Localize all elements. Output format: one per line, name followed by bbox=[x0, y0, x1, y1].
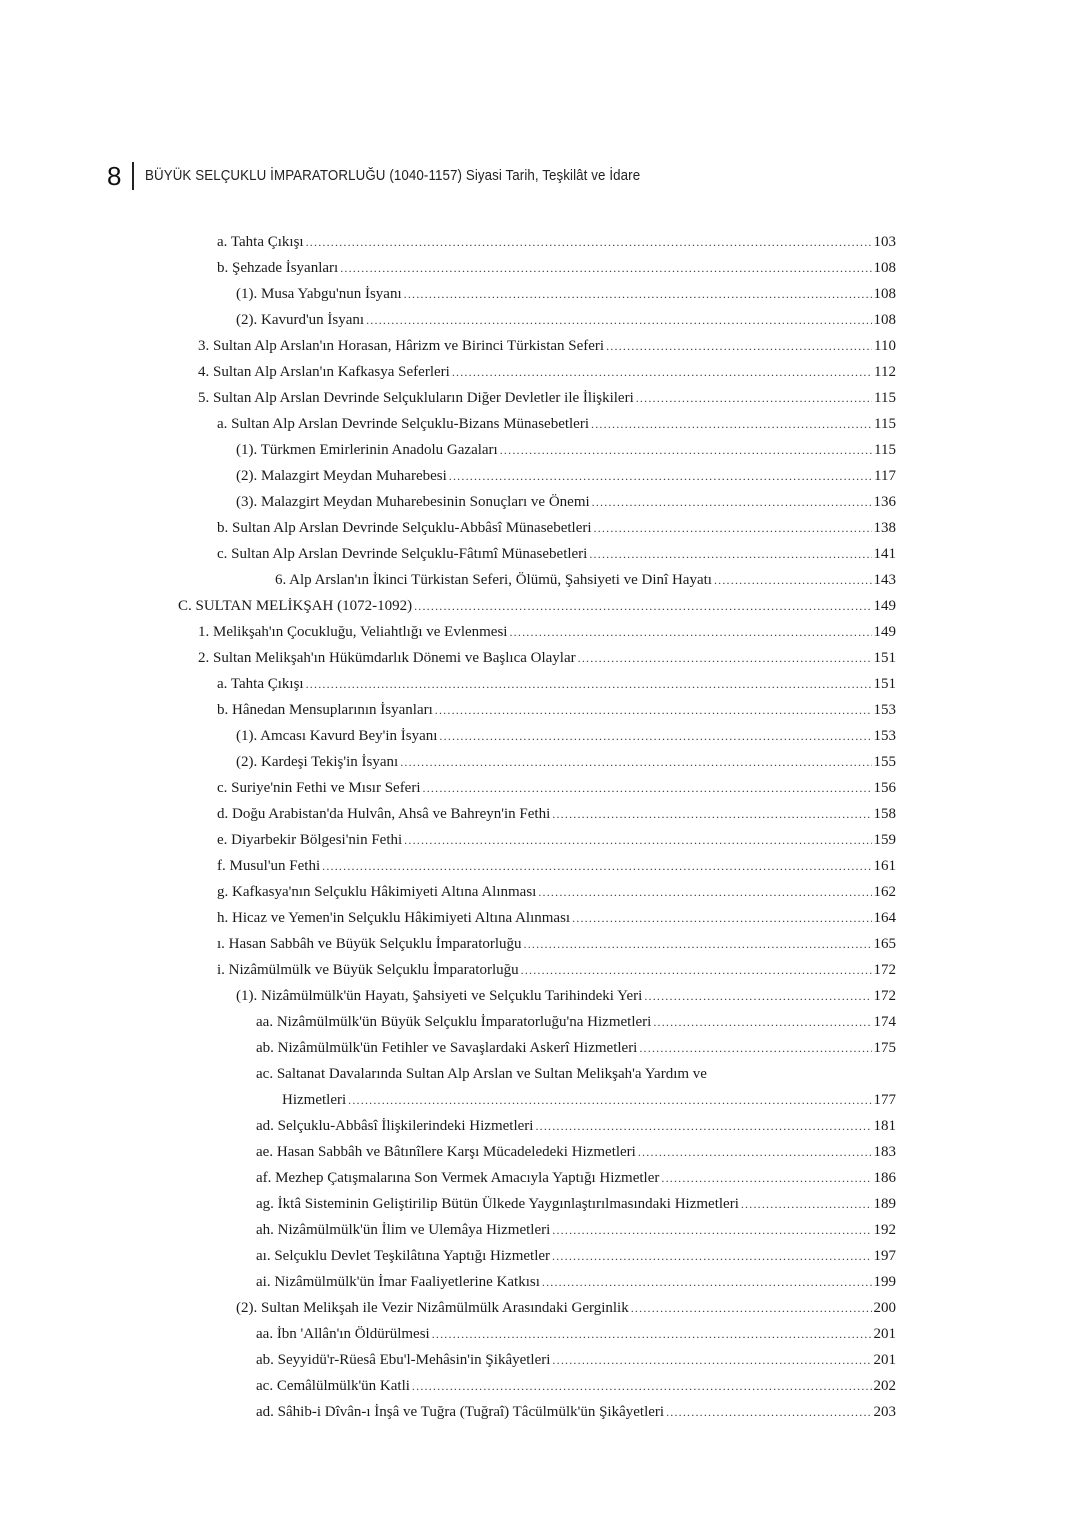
toc-entry-page: 200 bbox=[873, 1300, 896, 1316]
toc-dot-leader bbox=[589, 541, 871, 567]
toc-entry-page: 115 bbox=[874, 390, 896, 406]
toc-entry[interactable] bbox=[256, 1399, 896, 1425]
toc-entry-page: 149 bbox=[873, 598, 896, 614]
toc-entry-label: (2). Malazgirt Meydan Muharebesi bbox=[236, 468, 447, 484]
toc-entry-label: ad. Selçuklu-Abbâsî İlişkilerindeki Hizmetleri bbox=[256, 1118, 534, 1134]
toc-entry-label: ı. Hasan Sabbâh ve Büyük Selçuklu İmparatorluğu bbox=[217, 936, 522, 952]
toc-entry-page: 115 bbox=[874, 416, 896, 432]
toc-entry[interactable] bbox=[217, 775, 896, 801]
toc-dot-leader bbox=[322, 853, 871, 879]
toc-entry-label: b. Sultan Alp Arslan Devrinde Selçuklu-Abbâsî Münasebetleri bbox=[217, 520, 592, 536]
toc-entry-label: d. Doğu Arabistan'da Hulvân, Ahsâ ve Bahreyn'in Fethi bbox=[217, 806, 551, 822]
toc-dot-leader bbox=[552, 1243, 871, 1269]
toc-entry-label: ai. Nizâmülmülk'ün İmar Faaliyetlerine Katkısı bbox=[256, 1274, 540, 1290]
toc-entry[interactable] bbox=[236, 749, 896, 775]
toc-entry[interactable] bbox=[198, 619, 896, 645]
toc-entry-page: 156 bbox=[873, 780, 896, 796]
toc-entry-label: b. Şehzade İsyanları bbox=[217, 260, 339, 276]
toc-entry-page: 108 bbox=[873, 286, 896, 302]
toc-entry-page: 162 bbox=[873, 884, 896, 900]
toc-entry[interactable] bbox=[217, 671, 896, 697]
toc-entry[interactable] bbox=[217, 697, 896, 723]
toc-dot-leader bbox=[404, 827, 871, 853]
toc-entry[interactable] bbox=[236, 281, 896, 307]
toc-entry-label: (2). Kardeşi Tekiş'in İsyanı bbox=[236, 754, 399, 770]
toc-entry[interactable] bbox=[256, 1243, 896, 1269]
toc-entry-label: a. Sultan Alp Arslan Devrinde Selçuklu-Bizans Münasebetleri bbox=[217, 416, 590, 432]
toc-entry[interactable] bbox=[198, 359, 896, 385]
toc-entry-page: 112 bbox=[874, 364, 896, 380]
toc-entry-page: 153 bbox=[873, 728, 896, 744]
toc-entry[interactable] bbox=[256, 1165, 896, 1191]
toc-entry[interactable] bbox=[256, 1139, 896, 1165]
toc-entry-label: ag. İktâ Sisteminin Geliştirilip Bütün Ülkede Yaygınlaştırılmasındaki Hizmetleri bbox=[256, 1196, 739, 1212]
toc-entry-page: 158 bbox=[873, 806, 896, 822]
toc-entry[interactable] bbox=[256, 1321, 896, 1347]
toc-entry-page: 117 bbox=[874, 468, 896, 484]
toc-dot-leader bbox=[741, 1191, 872, 1217]
toc-dot-leader bbox=[538, 879, 871, 905]
toc-dot-leader bbox=[400, 749, 871, 775]
toc-entry[interactable] bbox=[256, 1009, 896, 1035]
toc-entry[interactable] bbox=[217, 853, 896, 879]
toc-entry[interactable] bbox=[217, 957, 896, 983]
toc-dot-leader bbox=[306, 229, 872, 255]
toc-entry-page: 155 bbox=[873, 754, 896, 770]
toc-entry-label: (1). Musa Yabgu'nun İsyanı bbox=[236, 286, 402, 302]
toc-dot-leader bbox=[666, 1399, 871, 1425]
toc-entry-page: 175 bbox=[873, 1040, 896, 1056]
toc-entry-label: f. Musul'un Fethi bbox=[217, 858, 321, 874]
toc-entry-page: 103 bbox=[873, 234, 896, 250]
toc-entry-label: 6. Alp Arslan'ın İkinci Türkistan Seferi, Ölümü, Şahsiyeti ve Dinî Hayatı bbox=[275, 572, 712, 588]
toc-entry-label: ah. Nizâmülmülk'ün İlim ve Ulemâya Hizmetleri bbox=[256, 1222, 551, 1238]
toc-entry-page: 165 bbox=[873, 936, 896, 952]
toc-dot-leader bbox=[404, 281, 872, 307]
toc-entry[interactable] bbox=[256, 1191, 896, 1217]
toc-entry-label: (2). Sultan Melikşah ile Vezir Nizâmülmülk Arasındaki Gerginlik bbox=[236, 1300, 629, 1316]
toc-entry-page: 110 bbox=[874, 338, 896, 354]
toc-dot-leader bbox=[542, 1269, 872, 1295]
toc-entry[interactable] bbox=[275, 567, 896, 593]
toc-dot-leader bbox=[592, 489, 872, 515]
toc-dot-leader bbox=[306, 671, 872, 697]
toc-dot-leader bbox=[661, 1165, 871, 1191]
toc-entry[interactable] bbox=[236, 983, 896, 1009]
toc-dot-leader bbox=[552, 801, 871, 827]
book-title: BÜYÜK SELÇUKLU İMPARATORLUĞU (1040-1157) Siyasi Tarih, Teşkilât ve İdare bbox=[145, 168, 641, 184]
toc-entry[interactable] bbox=[198, 333, 896, 359]
toc-entry-label: aı. Selçuklu Devlet Teşkilâtına Yaptığı Hizmetler bbox=[256, 1248, 551, 1264]
toc-entry-page: 172 bbox=[873, 988, 896, 1004]
toc-entry[interactable] bbox=[256, 1217, 896, 1243]
toc-entry-label: 2. Sultan Melikşah'ın Hükümdarlık Dönemi ve Başlıca Olaylar bbox=[198, 650, 576, 666]
toc-dot-leader bbox=[452, 359, 872, 385]
toc-entry-label: h. Hicaz ve Yemen'in Selçuklu Hâkimiyeti Altına Alınması bbox=[217, 910, 571, 926]
toc-dot-leader bbox=[432, 1321, 872, 1347]
toc-dot-leader bbox=[435, 697, 872, 723]
toc-dot-leader bbox=[714, 567, 872, 593]
toc-entry[interactable] bbox=[256, 1269, 896, 1295]
toc-entry-label: ac. Cemâlülmülk'ün Katli bbox=[256, 1378, 410, 1394]
toc-entry-label: 3. Sultan Alp Arslan'ın Horasan, Hârizm ve Birinci Türkistan Seferi bbox=[198, 338, 605, 354]
toc-entry[interactable] bbox=[256, 1061, 896, 1087]
toc-dot-leader bbox=[348, 1087, 871, 1113]
toc-entry-page: 186 bbox=[873, 1170, 896, 1186]
toc-entry-label: (1). Türkmen Emirlerinin Anadolu Gazaları bbox=[236, 442, 498, 458]
page-number: 8 bbox=[107, 161, 122, 191]
toc-entry-label: g. Kafkasya'nın Selçuklu Hâkimiyeti Altına Alınması bbox=[217, 884, 537, 900]
toc-entry-label: ad. Sâhib-i Dîvân-ı İnşâ ve Tuğra (Tuğraî) Tâcülmülk'ün Şikâyetleri bbox=[256, 1404, 665, 1420]
toc-entry[interactable] bbox=[236, 463, 896, 489]
toc-entry-page: 141 bbox=[873, 546, 896, 562]
toc-entry-page: 151 bbox=[873, 650, 896, 666]
toc-dot-leader bbox=[552, 1217, 871, 1243]
toc-entry-page: 197 bbox=[873, 1248, 896, 1264]
toc-entry-label: a. Tahta Çıkışı bbox=[217, 676, 304, 692]
toc-entry[interactable] bbox=[282, 1087, 896, 1113]
toc-entry[interactable] bbox=[178, 593, 896, 619]
toc-entry-page: 143 bbox=[873, 572, 896, 588]
toc-entry-label: C. SULTAN MELİKŞAH (1072-1092) bbox=[178, 598, 413, 614]
toc-entry[interactable] bbox=[256, 1113, 896, 1139]
toc-entry-label: (2). Kavurd'un İsyanı bbox=[236, 312, 365, 328]
toc-entry[interactable] bbox=[198, 645, 896, 671]
toc-dot-leader bbox=[366, 307, 871, 333]
toc-entry-label: 1. Melikşah'ın Çocukluğu, Veliahtlığı ve Evlenmesi bbox=[198, 624, 508, 640]
toc-entry-label: a. Tahta Çıkışı bbox=[217, 234, 304, 250]
toc-dot-leader bbox=[594, 515, 872, 541]
toc-entry-page: 201 bbox=[873, 1326, 896, 1342]
toc-entry-page: 189 bbox=[873, 1196, 896, 1212]
toc-entry-page: 192 bbox=[873, 1222, 896, 1238]
toc-entry-page: 115 bbox=[874, 442, 896, 458]
toc-dot-leader bbox=[500, 437, 872, 463]
toc-entry-page: 164 bbox=[873, 910, 896, 926]
toc-entry-label: ab. Seyyidü'r-Rüesâ Ebu'l-Mehâsin'in Şikâyetleri bbox=[256, 1352, 551, 1368]
toc-entry[interactable] bbox=[217, 229, 896, 255]
toc-entry-label: (1). Amcası Kavurd Bey'in İsyanı bbox=[236, 728, 438, 744]
toc-dot-leader bbox=[340, 255, 871, 281]
toc-entry[interactable] bbox=[236, 489, 896, 515]
toc-entry[interactable] bbox=[236, 437, 896, 463]
toc-entry-page: 174 bbox=[873, 1014, 896, 1030]
toc-entry-page: 202 bbox=[873, 1378, 896, 1394]
toc-entry-label: ae. Hasan Sabbâh ve Bâtınîlere Karşı Mücadeledeki Hizmetleri bbox=[256, 1144, 636, 1160]
toc-entry-page: 199 bbox=[873, 1274, 896, 1290]
toc-entry[interactable] bbox=[236, 723, 896, 749]
toc-dot-leader bbox=[639, 1035, 871, 1061]
toc-entry-page: 108 bbox=[873, 312, 896, 328]
toc-dot-leader bbox=[644, 983, 871, 1009]
running-header bbox=[107, 158, 684, 194]
toc-dot-leader bbox=[412, 1373, 872, 1399]
toc-dot-leader bbox=[439, 723, 871, 749]
toc-entry-label: e. Diyarbekir Bölgesi'nin Fethi bbox=[217, 832, 403, 848]
toc-dot-leader bbox=[578, 645, 872, 671]
toc-dot-leader bbox=[606, 333, 872, 359]
toc-dot-leader bbox=[414, 593, 871, 619]
toc-entry[interactable] bbox=[256, 1373, 896, 1399]
toc-entry[interactable] bbox=[217, 905, 896, 931]
toc-entry-label: c. Suriye'nin Fethi ve Mısır Seferi bbox=[217, 780, 421, 796]
toc-entry-label: 5. Sultan Alp Arslan Devrinde Selçukluların Diğer Devletler ile İlişkileri bbox=[198, 390, 634, 406]
toc-entry-label: c. Sultan Alp Arslan Devrinde Selçuklu-Fâtımî Münasebetleri bbox=[217, 546, 588, 562]
toc-entry-label: ab. Nizâmülmülk'ün Fetihler ve Savaşlardaki Askerî Hizmetleri bbox=[256, 1040, 638, 1056]
toc-entry-label: i. Nizâmülmülk ve Büyük Selçuklu İmparatorluğu bbox=[217, 962, 519, 978]
toc-entry-page: 203 bbox=[873, 1404, 896, 1420]
toc-entry[interactable] bbox=[217, 931, 896, 957]
toc-entry-label: b. Hânedan Mensuplarının İsyanları bbox=[217, 702, 433, 718]
toc-entry[interactable] bbox=[236, 1295, 896, 1321]
toc-dot-leader bbox=[631, 1295, 872, 1321]
toc-entry-page: 153 bbox=[873, 702, 896, 718]
toc-entry-label: aa. İbn 'Allân'ın Öldürülmesi bbox=[256, 1326, 430, 1342]
toc-dot-leader bbox=[636, 385, 872, 411]
toc-dot-leader bbox=[423, 775, 872, 801]
header-divider bbox=[132, 162, 134, 190]
toc-entry-page: 201 bbox=[873, 1352, 896, 1368]
toc-entry[interactable] bbox=[217, 411, 896, 437]
toc-dot-leader bbox=[572, 905, 871, 931]
toc-entry[interactable] bbox=[256, 1035, 896, 1061]
toc-dot-leader bbox=[449, 463, 872, 489]
toc-dot-leader bbox=[521, 957, 872, 983]
toc-entry-page: 136 bbox=[873, 494, 896, 510]
toc-dot-leader bbox=[552, 1347, 871, 1373]
toc-dot-leader bbox=[509, 619, 871, 645]
toc-entry[interactable] bbox=[217, 515, 896, 541]
toc-entry[interactable] bbox=[236, 307, 896, 333]
toc-entry-page: 181 bbox=[873, 1118, 896, 1134]
toc-entry-page: 108 bbox=[873, 260, 896, 276]
toc-entry[interactable] bbox=[217, 255, 896, 281]
toc-entry-label: af. Mezhep Çatışmalarına Son Vermek Amacıyla Yaptığı Hizmetler bbox=[256, 1170, 660, 1186]
toc-dot-leader bbox=[591, 411, 872, 437]
toc-entry-label: ac. Saltanat Davalarında Sultan Alp Arslan ve Sultan Melikşah'a Yardım ve bbox=[256, 1066, 707, 1082]
toc-entry[interactable] bbox=[217, 801, 896, 827]
toc-entry-label: aa. Nizâmülmülk'ün Büyük Selçuklu İmparatorluğu'na Hizmetleri bbox=[256, 1014, 652, 1030]
toc-dot-leader bbox=[638, 1139, 872, 1165]
toc-entry-page: 172 bbox=[873, 962, 896, 978]
toc-dot-leader bbox=[535, 1113, 871, 1139]
toc-entry-page: 183 bbox=[873, 1144, 896, 1160]
toc-entry-page: 159 bbox=[873, 832, 896, 848]
toc-entry-page: 151 bbox=[873, 676, 896, 692]
toc-dot-leader bbox=[653, 1009, 871, 1035]
toc-entry-page: 161 bbox=[873, 858, 896, 874]
toc-entry-label: (3). Malazgirt Meydan Muharebesinin Sonuçları ve Önemi bbox=[236, 494, 590, 510]
toc-entry-page: 149 bbox=[873, 624, 896, 640]
toc-entry[interactable] bbox=[217, 879, 896, 905]
toc-entry-page: 138 bbox=[873, 520, 896, 536]
toc-entry-label: 4. Sultan Alp Arslan'ın Kafkasya Seferleri bbox=[198, 364, 450, 380]
toc-entry[interactable] bbox=[198, 385, 896, 411]
toc-dot-leader bbox=[524, 931, 872, 957]
toc-entry[interactable] bbox=[217, 541, 896, 567]
toc-entry-label: (1). Nizâmülmülk'ün Hayatı, Şahsiyeti ve Selçuklu Tarihindeki Yeri bbox=[236, 988, 643, 1004]
toc-entry[interactable] bbox=[256, 1347, 896, 1373]
toc-entry[interactable] bbox=[217, 827, 896, 853]
toc-entry-page: 177 bbox=[873, 1092, 896, 1108]
toc-entry-label: Hizmetleri bbox=[282, 1092, 347, 1108]
